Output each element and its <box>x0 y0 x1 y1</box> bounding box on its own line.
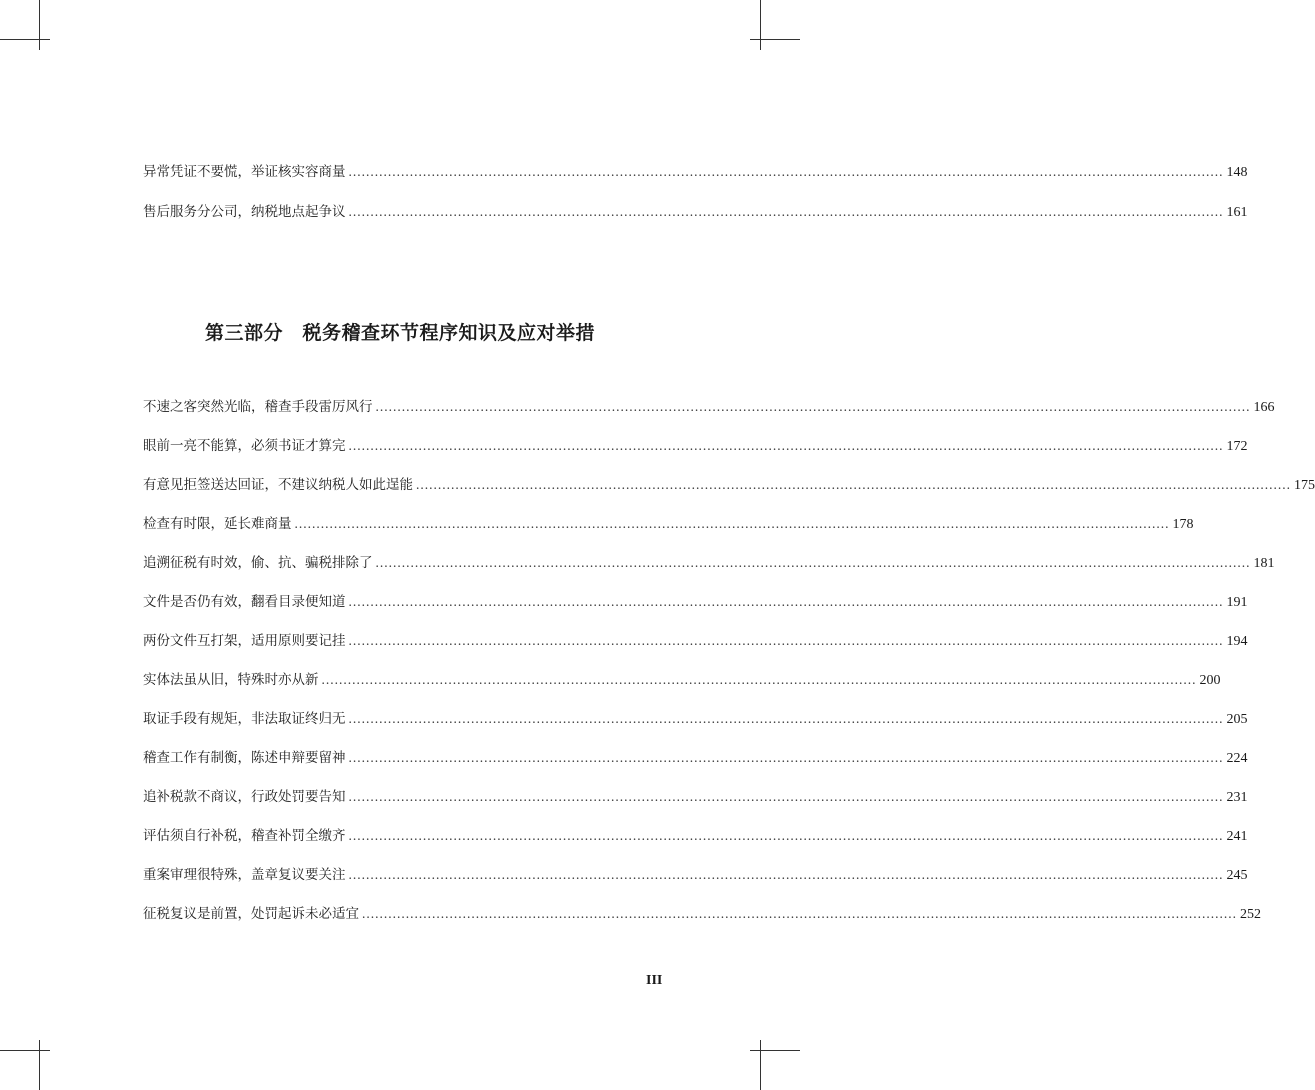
toc-leader-dots: ........................................................................................................................................................................................................ <box>348 789 1224 804</box>
toc-entry[interactable] <box>143 748 1248 769</box>
toc-entry-page: 172 <box>1226 439 1248 454</box>
toc-leader-dots: ........................................................................................................................................................................................................ <box>321 672 1197 687</box>
toc-entry-title: 追溯征税有时效，偷、抗、骗税排除了 <box>143 555 373 571</box>
toc-entry-title: 异常凭证不要慌，举证核实容商量 <box>143 164 346 180</box>
toc-entry[interactable] <box>143 162 1248 183</box>
toc-entry-page: 194 <box>1226 634 1248 649</box>
toc-leader-dots: ........................................................................................................................................................................................................ <box>375 399 1251 414</box>
toc-entry-page: 231 <box>1226 790 1248 805</box>
toc-entry-page: 166 <box>1253 400 1275 415</box>
section-heading: 第三部分 税务稽查环节程序知识及应对举措 <box>204 322 595 344</box>
toc-entry-page: 224 <box>1226 751 1248 766</box>
crop-mark-top-left-vertical <box>39 0 40 50</box>
toc-entry[interactable] <box>143 397 1275 418</box>
crop-mark-bottom-right-vertical <box>760 1040 761 1090</box>
page-number: III <box>646 973 663 988</box>
toc-entry-title: 检查有时限，延长难商量 <box>143 516 292 532</box>
toc-leader-dots: ........................................................................................................................................................................................................ <box>348 438 1224 453</box>
toc-leader-dots: ........................................................................................................................................................................................................ <box>348 633 1224 648</box>
crop-mark-bottom-left-horizontal <box>0 1050 50 1051</box>
toc-entry[interactable] <box>143 436 1248 457</box>
toc-leader-dots: ........................................................................................................................................................................................................ <box>348 750 1224 765</box>
crop-mark-bottom-right-horizontal <box>750 1050 800 1051</box>
toc-entry[interactable] <box>143 553 1275 574</box>
toc-entry-page: 245 <box>1226 868 1248 883</box>
toc-entry-title: 评估须自行补税，稽查补罚全缴齐 <box>143 828 346 844</box>
toc-entry-title: 取证手段有规矩，非法取证终归无 <box>143 711 346 727</box>
toc-entry-page: 241 <box>1226 829 1248 844</box>
crop-mark-top-right-vertical <box>760 0 761 50</box>
toc-leader-dots: ........................................................................................................................................................................................................ <box>348 164 1224 179</box>
toc-entry-title: 不速之客突然光临，稽查手段雷厉风行 <box>143 399 373 415</box>
toc-entry-title: 实体法虽从旧，特殊时亦从新 <box>143 672 319 688</box>
toc-entry-page: 200 <box>1199 673 1221 688</box>
toc-leader-dots: ........................................................................................................................................................................................................ <box>375 555 1251 570</box>
toc-entry-title: 两份文件互打架，适用原则要记挂 <box>143 633 346 649</box>
toc-leader-dots: ........................................................................................................................................................................................................ <box>348 204 1224 219</box>
toc-entry[interactable] <box>143 787 1248 808</box>
toc-entry[interactable] <box>143 514 1194 535</box>
toc-entry[interactable] <box>143 865 1248 886</box>
toc-leader-dots: ........................................................................................................................................................................................................ <box>348 867 1224 882</box>
toc-entry[interactable] <box>143 202 1248 223</box>
toc-entry-page: 181 <box>1253 556 1275 571</box>
toc-entry-page: 178 <box>1172 517 1194 532</box>
toc-entry[interactable] <box>143 904 1261 925</box>
toc-entry[interactable] <box>143 826 1248 847</box>
toc-leader-dots: ........................................................................................................................................................................................................ <box>348 594 1224 609</box>
toc-entry-title: 文件是否仍有效，翻看目录便知道 <box>143 594 346 610</box>
toc-entry-title: 征税复议是前置，处罚起诉未必适宜 <box>143 906 359 922</box>
crop-mark-bottom-left-vertical <box>39 1040 40 1090</box>
toc-entry-page: 175 <box>1294 478 1315 493</box>
toc-entry-title: 有意见拒签送达回证，不建议纳税人如此逞能 <box>143 477 413 493</box>
toc-leader-dots: ........................................................................................................................................................................................................ <box>416 477 1291 492</box>
toc-entry[interactable] <box>143 670 1221 691</box>
crop-mark-top-left-horizontal <box>0 39 50 40</box>
toc-entry[interactable] <box>143 475 1315 496</box>
toc-entry-title: 眼前一亮不能算，必须书证才算完 <box>143 438 346 454</box>
toc-entry[interactable] <box>143 592 1248 613</box>
toc-entry-page: 148 <box>1226 165 1248 180</box>
toc-entry-page: 191 <box>1226 595 1248 610</box>
toc-entry-title: 稽查工作有制衡，陈述申辩要留神 <box>143 750 346 766</box>
toc-entry-page: 252 <box>1240 907 1261 922</box>
toc-leader-dots: ........................................................................................................................................................................................................ <box>348 828 1224 843</box>
toc-entry[interactable] <box>143 709 1248 730</box>
toc-entry-page: 205 <box>1226 712 1248 727</box>
toc-leader-dots: ........................................................................................................................................................................................................ <box>362 906 1237 921</box>
toc-leader-dots: ........................................................................................................................................................................................................ <box>348 711 1224 726</box>
toc-entry-title: 重案审理很特殊，盖章复议要关注 <box>143 867 346 883</box>
toc-entry-page: 161 <box>1226 205 1248 220</box>
toc-entry-title: 售后服务分公司，纳税地点起争议 <box>143 204 346 220</box>
crop-mark-top-right-horizontal <box>750 39 800 40</box>
toc-leader-dots: ........................................................................................................................................................................................................ <box>294 516 1170 531</box>
toc-entry-title: 追补税款不商议，行政处罚要告知 <box>143 789 346 805</box>
toc-entry[interactable] <box>143 631 1248 652</box>
